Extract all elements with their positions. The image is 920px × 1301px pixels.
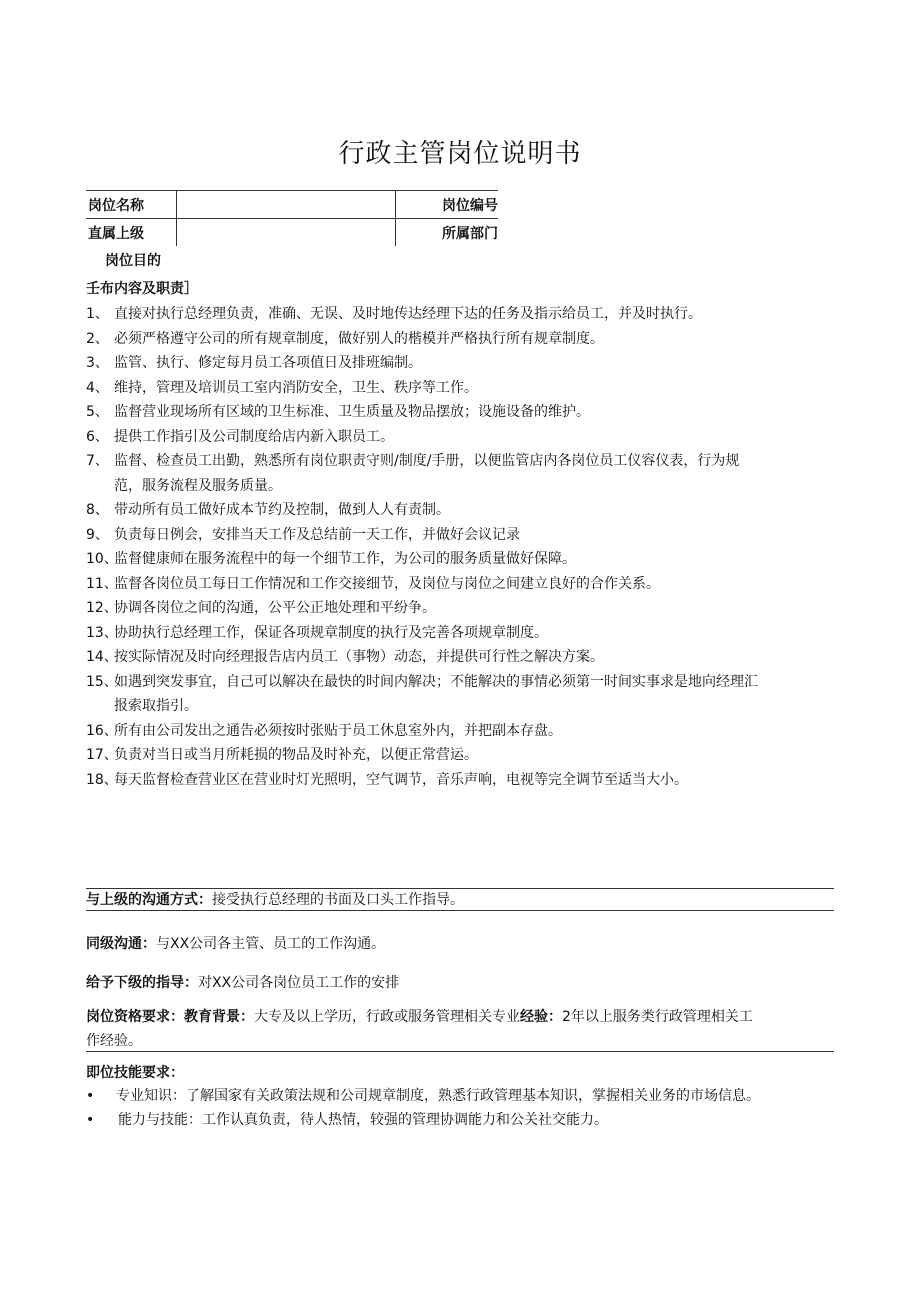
duty-item (86, 547, 846, 572)
skills-heading-text: 即位技能要求： (86, 1065, 184, 1081)
duty-item (86, 670, 846, 719)
experience-text: 2年以上服务类行政管理相关工 (562, 1009, 753, 1025)
duty-number: 11、 (86, 575, 118, 592)
qualification-label: 岗位资格要求： (86, 1009, 184, 1025)
peer-communication-text: 与XX公司各主管、员工的工作沟通。 (156, 936, 386, 952)
duty-text: 监督健康师在服务流程中的每一个细节工作，为公司的服务质量做好保障。 (114, 551, 576, 567)
duty-text: 按实际情况及时向经理报告店内员工（事物）动态，并提供可行性之解决方案。 (114, 649, 604, 665)
duty-text: 负责每日例会，安排当天工作及总结前一天工作，并做好会议记录 (114, 526, 520, 543)
duty-number: 4、 (86, 379, 109, 396)
job-code-label: 岗位编号 (442, 198, 498, 214)
job-title-label: 岗位名称 (88, 198, 144, 214)
duty-text: 直接对执行总经理负责，准确、无误、及时地传达经理下达的任务及指示给员工，并及时执行。 (114, 306, 702, 322)
upper-communication (86, 888, 836, 912)
bullet-icon: • (86, 1088, 95, 1104)
lower-guidance-text: 对XX公司各岗位员工工作的安排 (198, 975, 400, 991)
duty-text: 协助执行总经理工作，保证各项规章制度的执行及完善各项规章制度。 (114, 624, 548, 641)
duty-number: 9、 (86, 526, 109, 543)
divider (86, 910, 834, 911)
duty-text: 监督营业现场所有区域的卫生标准、卫生质量及物品摆放；设施设备的维护。 (114, 404, 590, 420)
experience-label: 经验： (520, 1009, 562, 1025)
duty-number: 16、 (86, 722, 118, 739)
page-title: 行政主管岗位说明书 (338, 139, 582, 169)
duty-number: 5、 (86, 404, 109, 420)
duty-item (86, 572, 846, 597)
duty-number: 1、 (86, 306, 109, 322)
duty-item (86, 400, 846, 425)
duty-item (86, 449, 846, 498)
lower-guidance-label: 给予下级的指导： (86, 975, 198, 991)
duty-text: 必须严格遵守公司的所有规章制度，做好别人的楷模并严格执行所有规章制度。 (114, 330, 604, 347)
upper-communication-text: 接受执行总经理的书面及口头工作指导。 (212, 892, 464, 908)
department-label: 所属部门 (442, 226, 498, 242)
duty-text: 监管、执行、修定每月员工各项值日及排班编制。 (114, 355, 422, 371)
duty-item (86, 302, 846, 327)
duty-number: 12、 (86, 600, 118, 616)
duty-item (86, 621, 846, 646)
info-row-name (86, 190, 498, 218)
duty-text: 协调各岗位之间的沟通，公平公正地处理和平纷争。 (114, 600, 436, 616)
peer-communication-label: 同级沟通： (86, 936, 156, 952)
duty-number: 17、 (86, 747, 118, 763)
duty-number: 7、 (86, 453, 109, 469)
duty-text: 每天监督检查营业区在营业时灯光照明，空气调节，音乐声响，电视等完全调节至适当大小。 (114, 771, 688, 788)
duty-item (86, 743, 846, 768)
experience-text-cont: 作经验。 (86, 1033, 142, 1049)
duty-number: 18、 (86, 771, 118, 788)
duty-number: 15、 (86, 673, 118, 690)
duty-item (86, 425, 846, 450)
duty-item (86, 376, 846, 401)
education-text: 大专及以上学历，行政或服务管理相关专业 (254, 1009, 520, 1025)
skill-item-text: 专业知识：了解国家有关政策法规和公司规章制度，熟悉行政管理基本知识，掌握相关业务的市场信息。 (116, 1088, 760, 1104)
qualification (86, 1005, 836, 1053)
duty-number: 3、 (86, 355, 109, 371)
duty-number: 8、 (86, 502, 109, 518)
duty-item (86, 523, 846, 548)
duty-text: 维持，管理及培训员工室内消防安全，卫生、秩序等工作。 (114, 379, 478, 396)
job-info-table (86, 190, 498, 246)
duty-text: 提供工作指引及公司制度给店内新入职员工。 (114, 428, 394, 445)
skill-item-text: 能力与技能：工作认真负责，待人热情，较强的管理协调能力和公关社交能力。 (118, 1112, 608, 1128)
duty-text: 带动所有员工做好成本节约及控制，做到人人有责制。 (114, 502, 450, 518)
upper-communication-label: 与上级的沟通方式： (86, 892, 212, 908)
info-row-supervisor (86, 218, 498, 246)
job-title-field (176, 191, 396, 218)
education-label: 教育背景： (184, 1009, 254, 1025)
duty-item (86, 768, 846, 793)
duties-heading: 壬布内容及职责］ (86, 281, 198, 297)
supervisor-field (176, 219, 396, 246)
skills-heading (86, 1061, 836, 1085)
purpose-label: 岗位目的 (105, 253, 161, 269)
duty-item (86, 351, 846, 376)
duty-number: 10、 (86, 551, 118, 567)
duty-text-cont: 范，服务流程及服务质量。 (114, 477, 282, 494)
duty-text: 负责对当日或当月所耗损的物品及时补充，以便正常营运。 (114, 747, 478, 763)
duties-list (86, 302, 846, 792)
bullet-icon: • (86, 1112, 95, 1128)
duty-item (86, 645, 846, 670)
duty-text: 监督、检查员工出勤，熟悉所有岗位职责守则/制度/手册，以便监管店内各岗位员工仪容仪表，行为规 (114, 453, 740, 469)
lower-guidance (86, 971, 836, 995)
duty-item (86, 719, 846, 744)
duty-number: 6、 (86, 428, 109, 445)
duty-item (86, 327, 846, 352)
duty-number: 13、 (86, 624, 118, 641)
duty-item (86, 596, 846, 621)
supervisor-label: 直属上级 (88, 226, 144, 242)
duty-item (86, 498, 846, 523)
duty-number: 14、 (86, 649, 118, 665)
duty-text: 所有由公司发出之通告必须按时张贴于员工休息室外内，并把副本存盘。 (114, 722, 562, 739)
divider (86, 1051, 834, 1052)
duty-text: 监督各岗位员工每日工作情况和工作交接细节，及岗位与岗位之间建立良好的合作关系。 (114, 575, 660, 592)
duty-text-cont: 报索取指引。 (114, 698, 198, 714)
duty-text: 如遇到突发事宜，自己可以解决在最快的时间内解决；不能解决的事情必须第一时间实事求是地向经理汇 (114, 673, 758, 690)
duty-number: 2、 (86, 330, 109, 347)
peer-communication (86, 932, 836, 956)
